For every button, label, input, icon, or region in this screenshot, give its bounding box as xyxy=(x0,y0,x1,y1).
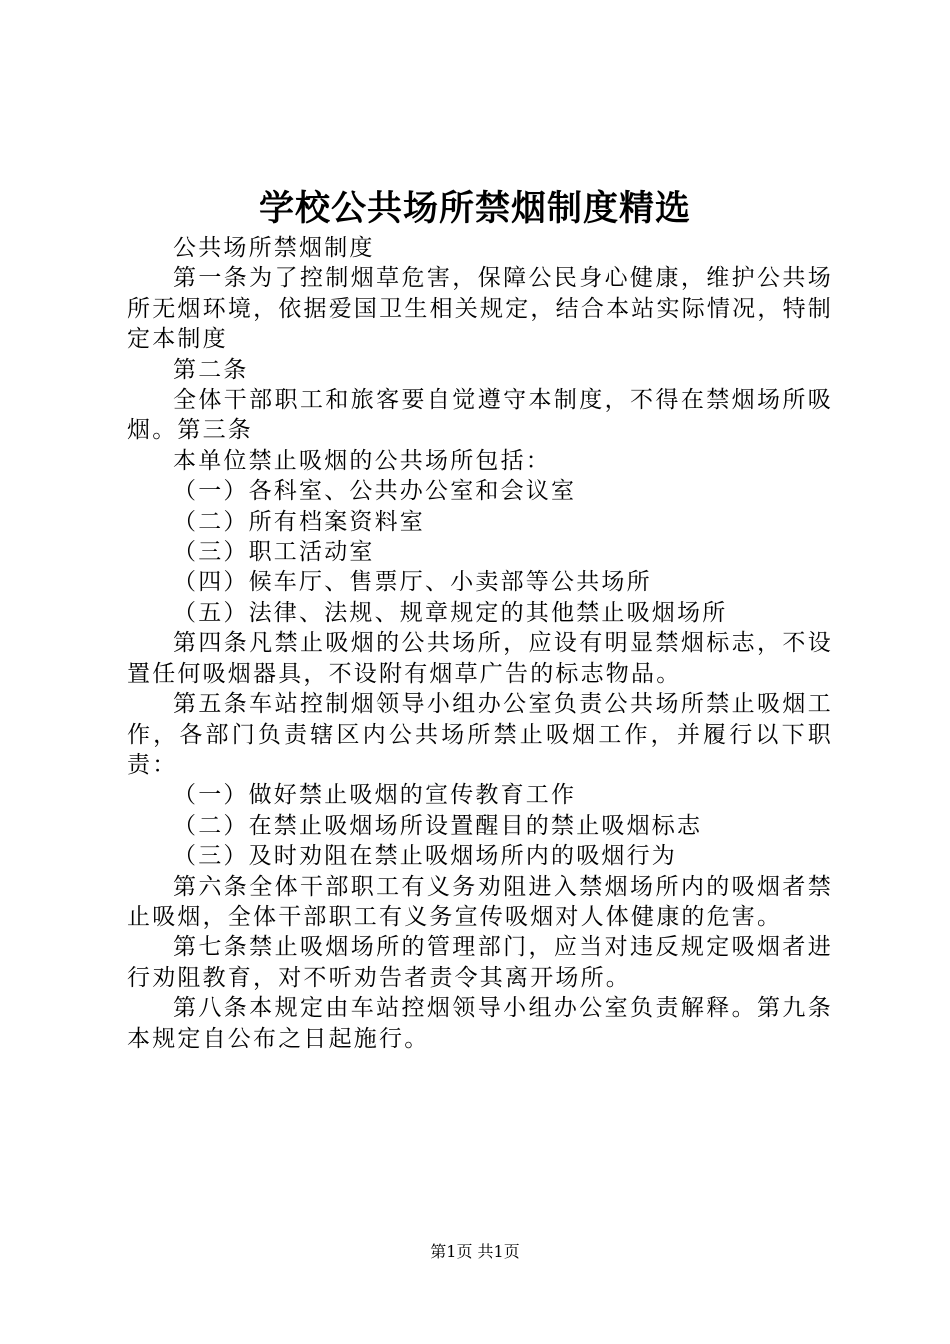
paragraph-article-3-intro: 本单位禁止吸烟的公共场所包括： xyxy=(173,447,551,474)
list-item: （一）各科室、公共办公室和会议室 xyxy=(173,478,577,505)
list-item: （三）职工活动室 xyxy=(173,539,375,566)
paragraph-article-2-heading: 第二条 xyxy=(173,356,249,383)
paragraph-article-4: 第四条凡禁止吸烟的公共场所，应设有明显禁烟标志，不设置任何吸烟器具，不设附有烟草广告的标志物品。 xyxy=(127,630,833,687)
paragraph-article-8-9: 第八条本规定由车站控烟领导小组办公室负责解释。第九条本规定自公布之日起施行。 xyxy=(127,995,833,1052)
list-item: （四）候车厅、售票厅、小卖部等公共场所 xyxy=(173,569,652,596)
list-item: （一）做好禁止吸烟的宣传教育工作 xyxy=(173,782,577,809)
paragraph-article-7: 第七条禁止吸烟场所的管理部门，应当对违反规定吸烟者进行劝阻教育，对不听劝告者责令其离开场所。 xyxy=(127,934,833,991)
paragraph-article-2: 全体干部职工和旅客要自觉遵守本制度，不得在禁烟场所吸烟。第三条 xyxy=(127,387,833,444)
document-body xyxy=(127,233,833,1054)
list-item: （五）法律、法规、规章规定的其他禁止吸烟场所 xyxy=(173,599,728,626)
paragraph-heading: 公共场所禁烟制度 xyxy=(173,235,375,261)
paragraph-article-6: 第六条全体干部职工有义务劝阻进入禁烟场所内的吸烟者禁止吸烟，全体干部职工有义务宣传吸烟对人体健康的危害。 xyxy=(127,873,833,930)
page-footer xyxy=(0,1241,950,1263)
document-title: 学校公共场所禁烟制度精选 xyxy=(258,188,691,229)
list-item: （三）及时劝阻在禁止吸烟场所内的吸烟行为 xyxy=(173,843,677,870)
page-number: 第1页 xyxy=(430,1242,473,1261)
paragraph-article-1: 第一条为了控制烟草危害，保障公民身心健康，维护公共场所无烟环境，依据爱国卫生相关规定，结合本站实际情况，特制定本制度 xyxy=(127,265,833,353)
paragraph-article-5: 第五条车站控制烟领导小组办公室负责公共场所禁止吸烟工作，各部门负责辖区内公共场所禁止吸烟工作，并履行以下职责： xyxy=(127,691,833,778)
page-total: 共1页 xyxy=(477,1242,520,1261)
list-item: （二）在禁止吸烟场所设置醒目的禁止吸烟标志 xyxy=(173,812,703,839)
list-item: （二）所有档案资料室 xyxy=(173,508,425,535)
